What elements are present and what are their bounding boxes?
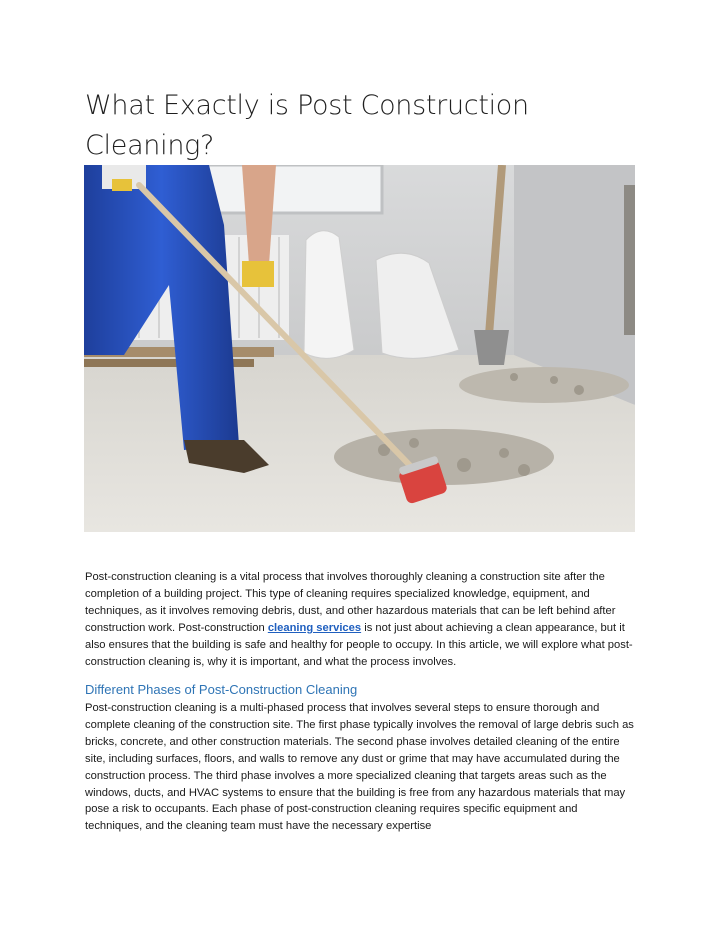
intro-text-before-link: Post-construction cleaning is a vital process that involves thoroughly cleaning a construction site after the completion of a building project. This type of cleaning requires specialized knowledge, equipment, and techniques, as it involves removing debris, dust, and other hazardous materials that can be left behind after construction work. Post-construction: [85, 571, 616, 634]
article-title: What Exactly is Post Construction Cleaning?: [85, 90, 529, 161]
section-paragraph: Post-construction cleaning is a multi-phased process that involves several steps to ensure thorough and complete cleaning of the construction site. The first phase typically involves the removal of large debris such as bricks, concrete, and other construction materials. The second phase involves detailed cleaning of the entire site, including surfaces, floors, and walls to remove any dust or grime that may have accumulated during the construction process. The third phase involves a more specialized cleaning that targets areas such as the windows, ducts, and HVAC systems to ensure that the building is free from any hazardous materials that may pose a risk to occupants. Each phase of post-construction cleaning requires specific equipment and techniques, and the cleaning team must have the necessary expertise: [85, 702, 634, 833]
cleaning-services-link[interactable]: cleaning services: [267, 621, 362, 634]
intro-paragraph: [85, 569, 637, 670]
section-heading: Different Phases of Post-Construction Cleaning: [85, 682, 358, 697]
worker-sweeping-debris-photo: [84, 165, 635, 532]
intro-text-after-link: is not just about achieving a clean appearance, but it also ensures that the building is safe and healthy for people to occupy. In this article, we will explore what post-construction cleaning is, why it is important, and what the process involves.: [85, 621, 633, 668]
